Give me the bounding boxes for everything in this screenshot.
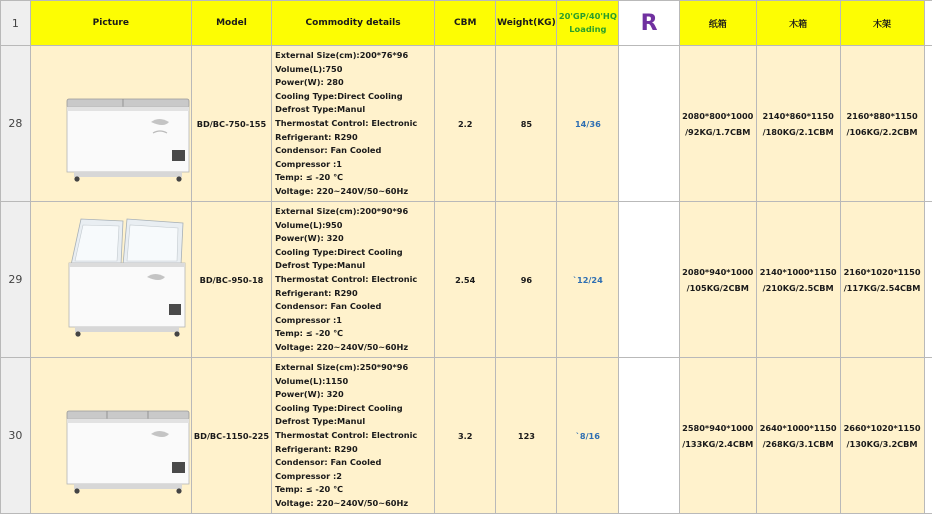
wooden-frame-cell[interactable] <box>840 358 924 514</box>
details-cell[interactable] <box>272 46 435 202</box>
carton-cell[interactable] <box>679 202 756 358</box>
detail-line: Temp: ≤ -20 ℃ <box>275 172 343 183</box>
wooden-frame-cell[interactable] <box>840 46 924 202</box>
table-row <box>1 202 932 358</box>
wooden-box-cell[interactable] <box>756 46 840 202</box>
r-cell[interactable] <box>619 358 679 514</box>
wooden-frame-weight-volume: /106KG/2.2CBM <box>846 126 918 137</box>
carton-weight-volume: /133KG/2.4CBM <box>682 438 754 449</box>
header-commodity-details[interactable]: Commodity details <box>272 1 435 46</box>
r-cell[interactable] <box>619 202 679 358</box>
extra-cell[interactable] <box>924 358 932 514</box>
detail-line: Voltage: 220~240V/50~60Hz <box>275 497 409 508</box>
table-row <box>1 46 932 202</box>
header-cbm[interactable]: CBM <box>434 1 495 46</box>
model-cell[interactable]: BD/BC-1150-225 <box>191 358 271 514</box>
detail-line: Volume(L):750 <box>275 63 343 74</box>
detail-line: External Size(cm):250*90*96 <box>275 362 409 372</box>
detail-line: Power(W): 280 <box>275 77 344 88</box>
detail-line: Thermostat Control: Electronic <box>275 117 418 128</box>
loading-cell[interactable]: `8/16 <box>557 358 619 514</box>
carton-dimensions: 2080*800*1000 <box>682 110 754 121</box>
detail-line: Volume(L):950 <box>275 219 343 230</box>
detail-line: Refrigerant: R290 <box>275 443 358 454</box>
carton-dimensions: 2080*940*1000 <box>682 266 754 277</box>
details-cell[interactable] <box>272 202 435 358</box>
wooden-frame-dimensions: 2160*1020*1150 <box>843 266 921 277</box>
detail-line: Compressor :1 <box>275 158 343 169</box>
detail-line: External Size(cm):200*76*96 <box>275 50 409 60</box>
detail-line: Thermostat Control: Electronic <box>275 273 418 284</box>
detail-line: Temp: ≤ -20 ℃ <box>275 484 343 495</box>
picture-cell[interactable] <box>30 358 191 514</box>
weight-cell[interactable]: 96 <box>496 202 557 358</box>
wooden-frame-dimensions: 2660*1020*1150 <box>843 422 921 433</box>
detail-line: External Size(cm):200*90*96 <box>275 206 409 216</box>
weight-cell[interactable]: 123 <box>496 358 557 514</box>
cbm-cell[interactable]: 2.2 <box>434 46 495 202</box>
header-wooden-box[interactable]: 木箱 <box>756 1 840 46</box>
carton-cell[interactable] <box>679 46 756 202</box>
row-number[interactable]: 30 <box>1 358 31 514</box>
header-weight[interactable]: Weight(KG) <box>496 1 557 46</box>
detail-line: Volume(L):1150 <box>275 375 349 386</box>
header-wooden-frame[interactable]: 木架 <box>840 1 924 46</box>
cbm-cell[interactable]: 3.2 <box>434 358 495 514</box>
cbm-cell[interactable]: 2.54 <box>434 202 495 358</box>
wooden-box-dimensions: 2140*860*1150 <box>762 110 834 121</box>
model-cell[interactable]: BD/BC-750-155 <box>191 46 271 202</box>
detail-line: Condensor: Fan Cooled <box>275 145 382 156</box>
wooden-frame-weight-volume: /130KG/3.2CBM <box>846 438 918 449</box>
detail-line: Cooling Type:Direct Cooling <box>275 90 403 101</box>
wooden-box-cell[interactable] <box>756 202 840 358</box>
header-picture[interactable]: Picture <box>30 1 191 46</box>
detail-line: Thermostat Control: Electronic <box>275 429 418 440</box>
detail-line: Voltage: 220~240V/50~60Hz <box>275 185 409 196</box>
detail-line: Power(W): 320 <box>275 389 344 400</box>
model-cell[interactable]: BD/BC-950-18 <box>191 202 271 358</box>
row-number[interactable]: 29 <box>1 202 31 358</box>
chest-freezer-open-icon <box>31 203 191 357</box>
detail-line: Compressor :1 <box>275 314 343 325</box>
wooden-frame-cell[interactable] <box>840 202 924 358</box>
detail-line: Defrost Type:Manul <box>275 104 366 115</box>
header-row <box>1 1 932 46</box>
detail-line: Refrigerant: R290 <box>275 287 358 298</box>
detail-line: Condensor: Fan Cooled <box>275 457 382 468</box>
detail-line: Refrigerant: R290 <box>275 131 358 142</box>
row-number[interactable]: 1 <box>1 1 31 46</box>
wooden-box-weight-volume: /210KG/2.5CBM <box>762 282 834 293</box>
chest-freezer-closed-icon <box>31 359 191 513</box>
detail-line: Voltage: 220~240V/50~60Hz <box>275 341 409 352</box>
picture-cell[interactable] <box>30 202 191 358</box>
r-cell[interactable] <box>619 46 679 202</box>
detail-line: Cooling Type:Direct Cooling <box>275 246 403 257</box>
wooden-box-dimensions: 2140*1000*1150 <box>759 266 837 277</box>
detail-line: Defrost Type:Manul <box>275 416 366 427</box>
picture-cell[interactable] <box>30 46 191 202</box>
wooden-box-cell[interactable] <box>756 358 840 514</box>
header-model[interactable]: Model <box>191 1 271 46</box>
chest-freezer-closed-icon <box>31 47 191 201</box>
detail-line: Cooling Type:Direct Cooling <box>275 402 403 413</box>
detail-line: Defrost Type:Manul <box>275 260 366 271</box>
carton-weight-volume: /92KG/1.7CBM <box>685 126 751 137</box>
loading-cell[interactable]: `12/24 <box>557 202 619 358</box>
r-letter: R <box>640 10 658 36</box>
details-cell[interactable] <box>272 358 435 514</box>
carton-dimensions: 2580*940*1000 <box>682 422 754 433</box>
wooden-frame-weight-volume: /117KG/2.54CBM <box>843 282 921 293</box>
row-number[interactable]: 28 <box>1 46 31 202</box>
detail-line: Condensor: Fan Cooled <box>275 301 382 312</box>
weight-cell[interactable]: 85 <box>496 46 557 202</box>
header-loading[interactable]: 20'GP/40'HQ Loading <box>557 1 619 46</box>
wooden-box-weight-volume: /268KG/3.1CBM <box>762 438 834 449</box>
detail-line: Temp: ≤ -20 ℃ <box>275 328 343 339</box>
table-row <box>1 358 932 514</box>
wooden-box-dimensions: 2640*1000*1150 <box>759 422 837 433</box>
header-r[interactable] <box>619 1 679 46</box>
wooden-box-weight-volume: /180KG/2.1CBM <box>762 126 834 137</box>
detail-line: Power(W): 320 <box>275 233 344 244</box>
carton-cell[interactable] <box>679 358 756 514</box>
extra-cell[interactable] <box>924 46 932 202</box>
detail-line: Compressor :2 <box>275 470 343 481</box>
wooden-frame-dimensions: 2160*880*1150 <box>846 110 918 121</box>
header-extra[interactable] <box>924 1 932 46</box>
loading-cell[interactable]: 14/36 <box>557 46 619 202</box>
header-carton[interactable]: 纸箱 <box>679 1 756 46</box>
extra-cell[interactable] <box>924 202 932 358</box>
carton-weight-volume: /105KG/2CBM <box>686 282 749 293</box>
